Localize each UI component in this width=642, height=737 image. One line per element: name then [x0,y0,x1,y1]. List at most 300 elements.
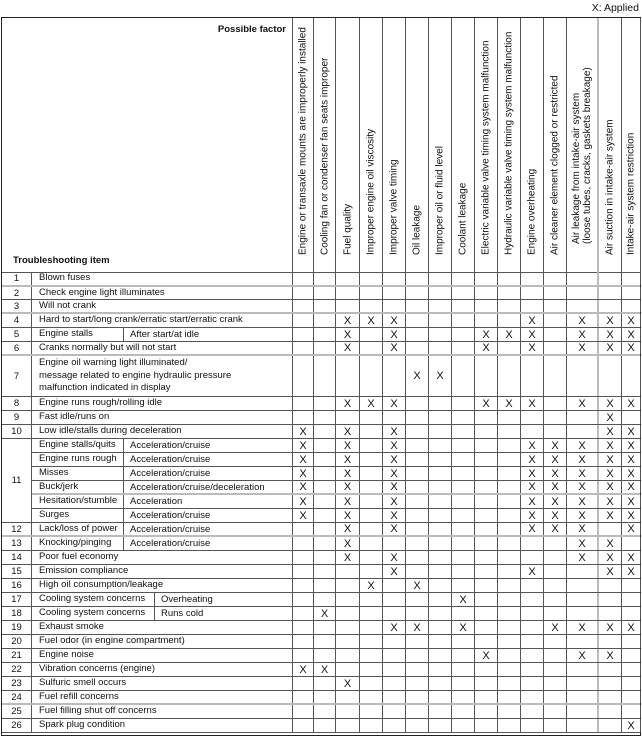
factor-cell [475,663,498,676]
troubleshooting-item: Exhaust smoke [39,621,104,633]
factor-cell [475,481,498,493]
factor-cell [521,635,544,648]
applied-mark: X [521,453,544,466]
factor-cell [360,300,383,312]
factor-cell [452,300,475,312]
factor-cell [544,635,567,648]
table-row [2,719,640,733]
factor-cell [521,537,544,550]
applied-mark: X [475,328,498,341]
factor-cell [336,593,360,606]
factor-cell [475,314,498,327]
factor-cell [452,397,475,410]
table-row [2,705,640,719]
applied-mark: X [383,495,406,508]
table-row [2,663,640,677]
table-row [2,342,640,356]
factor-cell [498,509,521,522]
troubleshooting-item: Knocking/pinging [39,537,112,549]
row-number: 9 [2,411,32,424]
factor-cell [498,677,521,690]
factor-cell [406,481,429,493]
factor-cell [292,621,314,634]
troubleshooting-item: Engine runs rough [39,453,117,465]
factor-cell [360,691,383,703]
factor-cell [521,719,544,732]
factor-cell [429,439,452,452]
factor-cell [521,593,544,606]
troubleshooting-item: Lack/loss of power [39,522,118,534]
factor-column-header [544,18,567,272]
factor-cell [406,397,429,410]
factor-cell [599,523,622,535]
row-number: 15 [2,565,32,578]
row-number: 12 [2,523,32,535]
factor-cell [360,663,383,676]
troubleshooting-item: Engine noise [39,649,94,661]
applied-mark: X [406,579,429,592]
factor-cell [429,523,452,535]
table-row [2,287,640,300]
factor-cell [599,356,622,396]
applied-mark: X [475,397,498,410]
row-number: 26 [2,719,32,732]
applied-mark: X [599,439,622,452]
factor-cell [292,607,314,620]
applied-mark: X [336,537,360,550]
applied-mark: X [599,467,622,480]
applied-mark: X [336,453,360,466]
factor-cell [452,425,475,438]
factor-cell [360,677,383,690]
factor-cell [544,649,567,662]
factor-cell [475,551,498,564]
factor-cell [292,287,314,299]
factor-cell [498,523,521,535]
applied-mark: X [336,467,360,480]
factor-cell [521,300,544,312]
troubleshooting-item: Will not crank [39,299,97,311]
factor-cell [292,397,314,410]
factor-column-header [314,18,336,272]
factor-column-header [336,18,360,272]
condition: Acceleration/cruise [123,509,292,522]
factor-cell [452,523,475,535]
factor-cell [360,287,383,299]
factor-cell [475,272,498,285]
factor-cell [314,551,336,564]
factor-cell [383,287,406,299]
troubleshooting-item: Vibration concerns (engine) [39,663,156,675]
factor-cell [567,300,599,312]
applied-mark: X [599,342,622,354]
factor-cell [475,635,498,648]
applied-mark: X [383,551,406,564]
condition: Acceleration [123,495,292,508]
factor-cell [292,272,314,285]
applied-mark: X [383,439,406,452]
factor-cell [406,663,429,676]
factor-cell [544,342,567,354]
factor-cell [429,467,452,480]
factor-cell [429,495,452,508]
factor-cell [406,314,429,327]
factor-cell [544,300,567,312]
troubleshooting-item: Engine stalls/quits [39,439,116,451]
factor-cell [314,328,336,341]
applied-mark: X [292,425,314,438]
factor-column-header [521,18,544,272]
factor-cell [521,705,544,718]
factor-cell [336,411,360,424]
row-number: 8 [2,397,32,410]
applied-mark: X [622,425,641,438]
factor-cell [452,495,475,508]
factor-cell [452,705,475,718]
factor-cell [622,635,641,648]
applied-mark: X [567,342,599,354]
factor-cell [599,691,622,703]
factor-cell [383,691,406,703]
factor-cell [475,439,498,452]
table-row [2,551,640,565]
troubleshooting-item: Cranks normally but will not start [39,341,177,353]
factor-cell [292,649,314,662]
applied-mark: X [521,439,544,452]
factor-cell [360,719,383,732]
row-number: 23 [2,677,32,690]
applied-mark: X [452,621,475,634]
factor-cell [521,551,544,564]
factor-cell [622,691,641,703]
factor-cell [292,719,314,732]
applied-mark: X [521,342,544,354]
factor-cell [292,579,314,592]
factor-cell [314,397,336,410]
factor-cell [475,705,498,718]
factor-cell [599,593,622,606]
factor-cell [544,425,567,438]
factor-cell [360,453,383,466]
table-row [2,328,640,342]
factor-cell [314,719,336,732]
applied-mark: X [599,509,622,522]
factor-cell [498,439,521,452]
applied-mark: X [599,649,622,662]
applied-mark: X [622,328,641,341]
applied-mark: X [567,537,599,550]
factor-cell [429,649,452,662]
applied-mark: X [383,481,406,493]
factor-cell [622,649,641,662]
applied-mark: X [622,565,641,578]
factor-cell [429,314,452,327]
factor-cell [314,509,336,522]
factor-cell [498,537,521,550]
applied-mark: X [567,314,599,327]
applied-mark: X [521,481,544,493]
applied-mark: X [360,579,383,592]
legend: X: Applied [591,2,639,14]
factor-cell [475,579,498,592]
applied-mark: X [429,356,452,396]
factor-cell [452,467,475,480]
factor-cell [314,705,336,718]
possible-factor-label: Possible factor [217,24,286,35]
factor-cell [429,537,452,550]
factor-cell [429,272,452,285]
applied-mark: X [336,677,360,690]
table-row [2,691,640,705]
factor-cell [336,287,360,299]
factor-cell [498,481,521,493]
applied-mark: X [336,314,360,327]
factor-cell [314,481,336,493]
factor-cell [292,342,314,354]
table-row [2,565,640,579]
factor-cell [383,719,406,732]
condition: Acceleration/cruise/deceleration [123,481,292,493]
applied-mark: X [521,328,544,341]
factor-cell [521,677,544,690]
table-row [2,481,640,495]
factor-cell [567,287,599,299]
factor-cell [452,342,475,354]
factor-cell [429,411,452,424]
factor-cell [360,328,383,341]
troubleshooting-item: Low idle/stalls during deceleration [39,425,182,437]
factor-cell [475,509,498,522]
factor-cell [406,691,429,703]
applied-mark: X [360,314,383,327]
factor-cell [452,272,475,285]
applied-mark: X [599,565,622,578]
applied-mark: X [521,495,544,508]
factor-cell [336,272,360,285]
factor-cell [521,691,544,703]
factor-cell [452,356,475,396]
row-number: 7 [2,356,32,396]
factor-column-header [406,18,429,272]
applied-mark: X [383,523,406,535]
factor-cell [429,635,452,648]
row-number: 24 [2,691,32,703]
factor-cell [498,495,521,508]
factor-label: Air suction in intake-air system [604,119,616,255]
factor-cell [429,705,452,718]
factor-cell [406,705,429,718]
factor-cell [314,272,336,285]
factor-cell [429,719,452,732]
factor-cell [360,551,383,564]
applied-mark: X [292,495,314,508]
factor-cell [336,705,360,718]
row-number: 5 [2,328,32,341]
factor-cell [567,607,599,620]
factor-cell [406,495,429,508]
factor-cell [521,287,544,299]
applied-mark: X [521,509,544,522]
factor-label: Improper valve timing [388,159,400,255]
applied-mark: X [599,495,622,508]
troubleshooting-item: Sulfuric smell occurs [39,677,127,689]
factor-cell [406,411,429,424]
applied-mark: X [383,621,406,634]
factor-cell [429,287,452,299]
factor-cell [336,579,360,592]
table-row [2,453,640,467]
factor-cell [475,565,498,578]
factor-cell [498,287,521,299]
applied-mark: X [292,481,314,493]
factor-cell [475,607,498,620]
applied-mark: X [544,523,567,535]
row-number: 17 [2,593,32,606]
factor-cell [521,425,544,438]
factor-column-header [498,18,521,272]
factor-label: Air cleaner element clogged or restricted [549,75,561,255]
factor-cell [498,300,521,312]
applied-mark: X [544,439,567,452]
factor-cell [314,342,336,354]
factor-cell [498,705,521,718]
row-number: 18 [2,607,32,620]
factor-cell [406,425,429,438]
factor-cell [292,328,314,341]
troubleshooting-item: Fast idle/runs on [39,411,110,423]
row-number: 14 [2,551,32,564]
applied-mark: X [336,495,360,508]
factor-cell [336,635,360,648]
factor-cell [406,719,429,732]
troubleshooting-item: Misses [39,467,69,479]
applied-mark: X [567,439,599,452]
applied-mark: X [567,328,599,341]
troubleshooting-item: Fuel filling shut off concerns [39,705,157,717]
factor-cell [360,649,383,662]
factor-cell [292,551,314,564]
factor-cell [567,356,599,396]
factor-cell [475,537,498,550]
troubleshooting-item: Blown fuses [39,272,91,284]
condition: Acceleration/cruise [123,537,292,550]
factor-cell [383,649,406,662]
factor-cell [544,663,567,676]
troubleshooting-item: Cooling system concerns [39,593,146,605]
applied-mark: X [383,509,406,522]
factor-cell [429,621,452,634]
condition: Runs cold [154,607,292,620]
factor-cell [599,677,622,690]
applied-mark: X [336,342,360,354]
table-header [2,18,640,273]
factor-cell [314,691,336,703]
applied-mark: X [292,509,314,522]
factor-cell [314,425,336,438]
factor-cell [406,523,429,535]
factor-cell [452,691,475,703]
row-number: 19 [2,621,32,634]
row-number: 16 [2,579,32,592]
factor-cell [622,607,641,620]
applied-mark: X [599,411,622,424]
factor-cell [383,593,406,606]
factor-cell [452,453,475,466]
applied-mark: X [360,397,383,410]
factor-column-header [475,18,498,272]
factor-cell [498,551,521,564]
factor-cell [452,439,475,452]
factor-cell [622,356,641,396]
factor-cell [406,607,429,620]
factor-cell [406,272,429,285]
factor-cell [567,565,599,578]
factor-cell [292,635,314,648]
factor-cell [567,663,599,676]
factor-column-header [622,18,641,272]
table-row [2,397,640,411]
applied-mark: X [567,453,599,466]
troubleshooting-item: Fuel odor (in engine compartment) [39,635,185,647]
factor-cell [498,649,521,662]
row-number: 25 [2,705,32,718]
factor-label: Engine or transaxle mounts are improperly installed [297,27,308,255]
factor-cell [544,607,567,620]
factor-cell [336,621,360,634]
factor-cell [521,272,544,285]
row-number: 11 [2,439,32,523]
factor-cell [383,677,406,690]
factor-cell [521,663,544,676]
factor-cell [360,411,383,424]
applied-mark: X [544,621,567,634]
factor-cell [360,425,383,438]
factor-cell [475,411,498,424]
factor-cell [360,523,383,535]
factor-label: Hydraulic variable valve timing system malfunction [503,31,515,255]
factor-cell [498,565,521,578]
factor-cell [452,565,475,578]
applied-mark: X [521,314,544,327]
applied-mark: X [336,328,360,341]
factor-cell [521,579,544,592]
factor-cell [498,314,521,327]
factor-cell [452,509,475,522]
factor-cell [360,272,383,285]
factor-cell [429,300,452,312]
applied-mark: X [336,551,360,564]
factor-column-header [599,18,622,272]
factor-cell [622,272,641,285]
factor-cell [452,481,475,493]
factor-cell [429,593,452,606]
factor-cell [314,635,336,648]
applied-mark: X [521,565,544,578]
applied-mark: X [544,481,567,493]
row-number: 22 [2,663,32,676]
factor-cell [360,342,383,354]
factor-cell [498,719,521,732]
applied-mark: X [336,439,360,452]
applied-mark: X [599,314,622,327]
applied-mark: X [336,509,360,522]
applied-mark: X [599,481,622,493]
factor-cell [360,565,383,578]
factor-cell [406,467,429,480]
factor-cell [498,272,521,285]
row-number: 1 [2,272,32,285]
factor-cell [360,537,383,550]
